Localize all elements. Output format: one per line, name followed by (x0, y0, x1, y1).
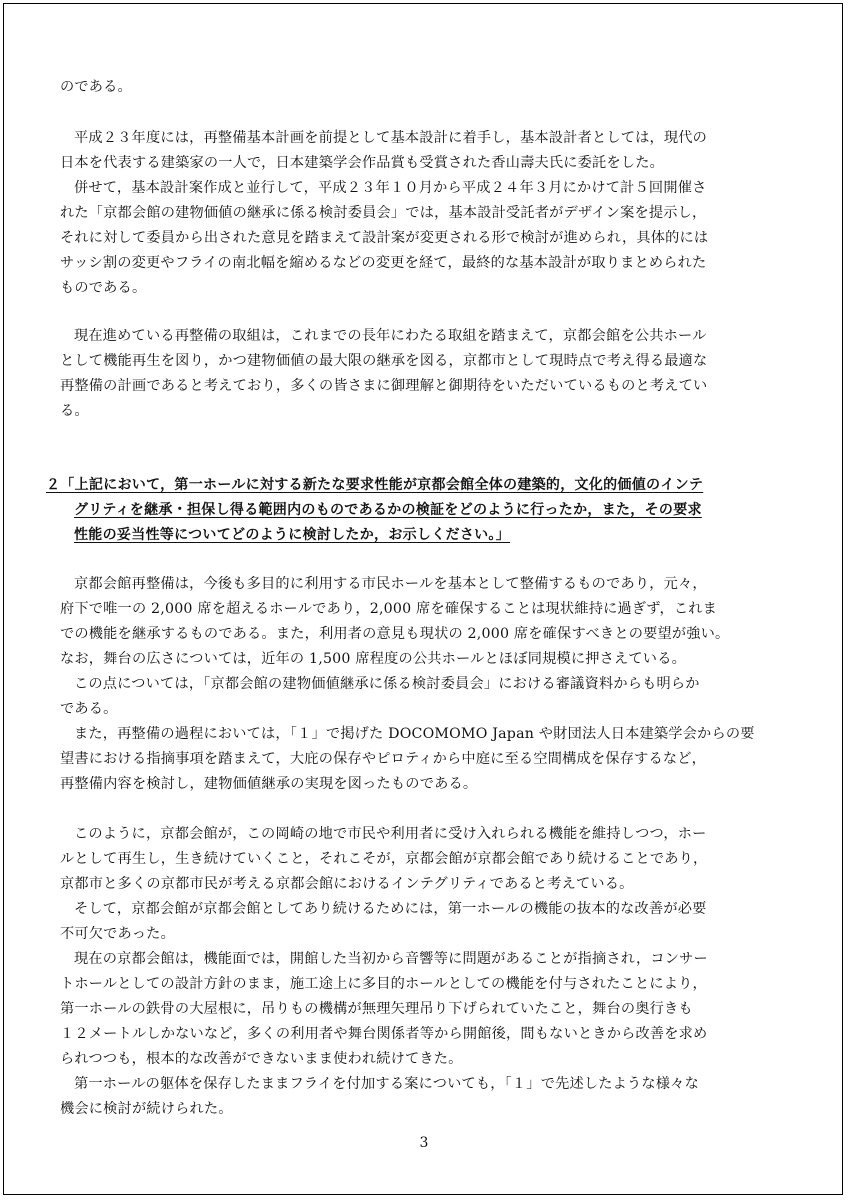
section-heading: ２「上記において，第一ホールに対する新たな要求性能が京都会館全体の建築的，文化的価値のインテ (46, 477, 704, 493)
paragraph-line: 日本を代表する建築家の一人で，日本建築学会作品賞も受賞された香山壽夫氏に委託をした。 (60, 155, 664, 171)
paragraph-line: る。 (60, 403, 89, 419)
page-number: 3 (419, 1135, 429, 1151)
paragraph-line: 再整備内容を検討し，建物価値継承の実現を図ったものである。 (60, 776, 478, 792)
paragraph-line: このように，京都会館が，この岡崎の地で市民や利用者に受け入れられる機能を維持しつつ，ホー (74, 826, 707, 842)
paragraph-line: られつつも，根本的な改善ができないまま使われ続けてきた。 (60, 1051, 463, 1067)
paragraph-line: として機能再生を図り，かつ建物価値の最大限の継承を図る，京都市として現時点で考え得る最適な (60, 353, 708, 369)
paragraph-line: 不可欠であった。 (60, 926, 175, 942)
paragraph-line: 第一ホールの躯体を保存したままフライを付加する案についても，「１」で先述したような様々な (74, 1076, 699, 1092)
paragraph-line: である。 (60, 701, 118, 717)
paragraph-line: なお，舞台の広さについては，近年の 1,500 席程度の公共ホールとほぼ同規模に押さえている。 (60, 651, 686, 667)
paragraph-line: １２メートルしかないなど，多くの利用者や舞台関係者等から開館後，間もないときから改善を求め (60, 1026, 708, 1042)
paragraph-line: それに対して委員から出された意見を踏まえて設計案が変更される形で検討が進められ，具体的には (60, 230, 709, 246)
paragraph-line: 現在の京都会館は，機能面では，開館した当初から音響等に問題があることが指摘され，コンサー (74, 951, 708, 967)
paragraph-line: トホールとしての設計方針のまま，施工途上に多目的ホールとしての機能を付与されたことにより， (60, 976, 707, 992)
paragraph-line: 併せて，基本設計案作成と並行して，平成２３年１０月から平成２４年３月にかけて計５回開催さ (74, 180, 707, 196)
paragraph-line: ルとして再生し，生き続けていくこと，それこそが，京都会館が京都会館であり続けることであり， (60, 851, 708, 867)
paragraph-line: この点については，「京都会館の建物価値継承に係る検討委員会」における審議資料からも明らか (74, 676, 700, 692)
paragraph-line: れた「京都会館の建物価値の継承に係る検討委員会」では，基本設計受託者がデザイン案を提示し， (60, 205, 707, 221)
paragraph-line: 京都会館再整備は，今後も多目的に利用する市民ホールを基本として整備するものであり，元々， (74, 576, 707, 592)
paragraph-line: そして，京都会館が京都会館としてあり続けるためには，第一ホールの機能の抜本的な改善が必要 (74, 901, 707, 917)
paragraph-line: 京都市と多くの京都市民が考える京都会館におけるインテグリティであると考えている。 (60, 876, 634, 892)
paragraph-line: 平成２３年度には，再整備基本計画を前提として基本設計に着手し，基本設計者としては，現代の (74, 130, 708, 146)
paragraph-line: 第一ホールの鉄骨の大屋根に，吊りもの機構が無理矢理吊り下げられていたこと，舞台の奥行きも (60, 1001, 693, 1017)
paragraph-line: での機能を継承するものである。また，利用者の意見も現状の 2,000 席を確保すべきとの要望が強い。 (60, 626, 730, 642)
paragraph-line: ものである。 (60, 280, 147, 296)
paragraph-line: 現在進めている再整備の取組は，これまでの長年にわたる取組を踏まえて，京都会館を公共ホール (74, 328, 707, 344)
paragraph-line: また，再整備の過程においては，「１」で掲げた DOCOMOMO Japan や財団法人日本建築学会からの要 (74, 726, 755, 742)
paragraph-line: 再整備の計画であると考えており，多くの皆さまに御理解と御期待をいただいているものと考えてい (60, 378, 708, 394)
section-heading: 性能の妥当性等についてどのように検討したか，お示しください。」 (74, 527, 511, 543)
paragraph-line: のである。 (60, 79, 132, 95)
section-heading: グリティを継承・担保し得る範囲内のものであるかの検証をどのように行ったか，また，その要求 (74, 502, 702, 518)
paragraph-line: サッシ割の変更やフライの南北幅を縮めるなどの変更を経て，最終的な基本設計が取りまとめられた (60, 255, 707, 271)
paragraph-line: 望書における指摘事項を踏まえて，大庇の保存やピロティから中庭に至る空間構成を保存するなど， (60, 751, 707, 767)
paragraph-line: 機会に検討が続けられた。 (60, 1101, 233, 1117)
paragraph-line: 府下で唯一の 2,000 席を超えるホールであり，2,000 席を確保することは現状維持に過ぎず，これま (60, 601, 718, 617)
